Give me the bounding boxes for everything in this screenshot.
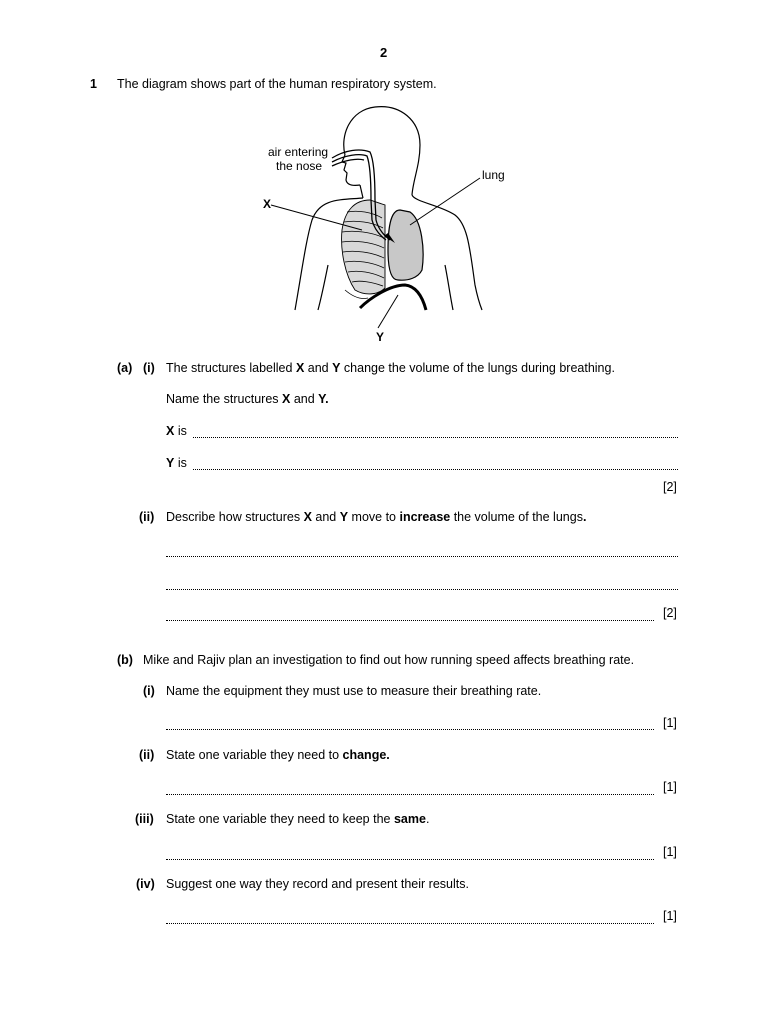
marks-b-iii: [1] bbox=[663, 845, 677, 859]
part-b-iii-text: State one variable they need to keep the same. bbox=[166, 812, 430, 826]
part-a-i-sentence-2: Name the structures X and Y. bbox=[166, 392, 329, 406]
part-b-iv-text: Suggest one way they record and present their results. bbox=[166, 877, 469, 891]
respiratory-system-diagram bbox=[250, 100, 520, 345]
a-ii-answer-line-2[interactable] bbox=[166, 589, 678, 590]
x-answer-label: X is bbox=[166, 424, 187, 438]
marks-a-ii: [2] bbox=[663, 606, 677, 620]
ribcage bbox=[342, 200, 385, 294]
part-a-letter: (a) bbox=[117, 361, 133, 375]
part-b-letter: (b) bbox=[117, 653, 133, 667]
label-air: air entering bbox=[268, 145, 329, 159]
marks-b-iv: [1] bbox=[663, 909, 677, 923]
label-x: X bbox=[263, 197, 272, 211]
b-iii-answer-line[interactable] bbox=[166, 859, 654, 860]
page-number: 2 bbox=[380, 45, 388, 60]
label-lung: lung bbox=[482, 168, 505, 182]
part-b-ii-text: State one variable they need to change. bbox=[166, 748, 390, 762]
y-answer-label: Y is bbox=[166, 456, 187, 470]
a-ii-answer-line-3[interactable] bbox=[166, 620, 654, 621]
part-b-iv-num: (iv) bbox=[136, 877, 155, 891]
label-y: Y bbox=[376, 330, 385, 344]
part-a-i-num: (i) bbox=[143, 361, 155, 375]
marks-a-i: [2] bbox=[663, 480, 677, 494]
part-b-intro: Mike and Rajiv plan an investigation to find out how running speed affects breathing rate. bbox=[143, 653, 635, 667]
a-ii-answer-line-1[interactable] bbox=[166, 556, 678, 557]
part-a-ii-text: Describe how structures X and Y move to increase the volume of the lungs. bbox=[166, 510, 587, 524]
marks-b-i: [1] bbox=[663, 716, 677, 730]
question-number: 1 bbox=[90, 77, 97, 91]
part-b-i-text: Name the equipment they must use to measure their breathing rate. bbox=[166, 684, 542, 698]
b-iv-answer-line[interactable] bbox=[166, 923, 654, 924]
question-intro: The diagram shows part of the human respiratory system. bbox=[117, 77, 437, 91]
marks-b-ii: [1] bbox=[663, 780, 677, 794]
part-b-i-num: (i) bbox=[143, 684, 155, 698]
b-i-answer-line[interactable] bbox=[166, 729, 654, 730]
lung-shape bbox=[388, 210, 423, 280]
part-b-iii-num: (iii) bbox=[135, 812, 154, 826]
part-b-ii-num: (ii) bbox=[139, 748, 155, 762]
y-answer-line[interactable] bbox=[193, 469, 678, 470]
b-ii-answer-line[interactable] bbox=[166, 794, 654, 795]
part-a-ii-num: (ii) bbox=[139, 510, 155, 524]
label-air-2: the nose bbox=[276, 159, 323, 173]
part-a-i-sentence-1: The structures labelled X and Y change the volume of the lungs during breathing. bbox=[166, 361, 615, 375]
x-answer-line[interactable] bbox=[193, 437, 678, 438]
